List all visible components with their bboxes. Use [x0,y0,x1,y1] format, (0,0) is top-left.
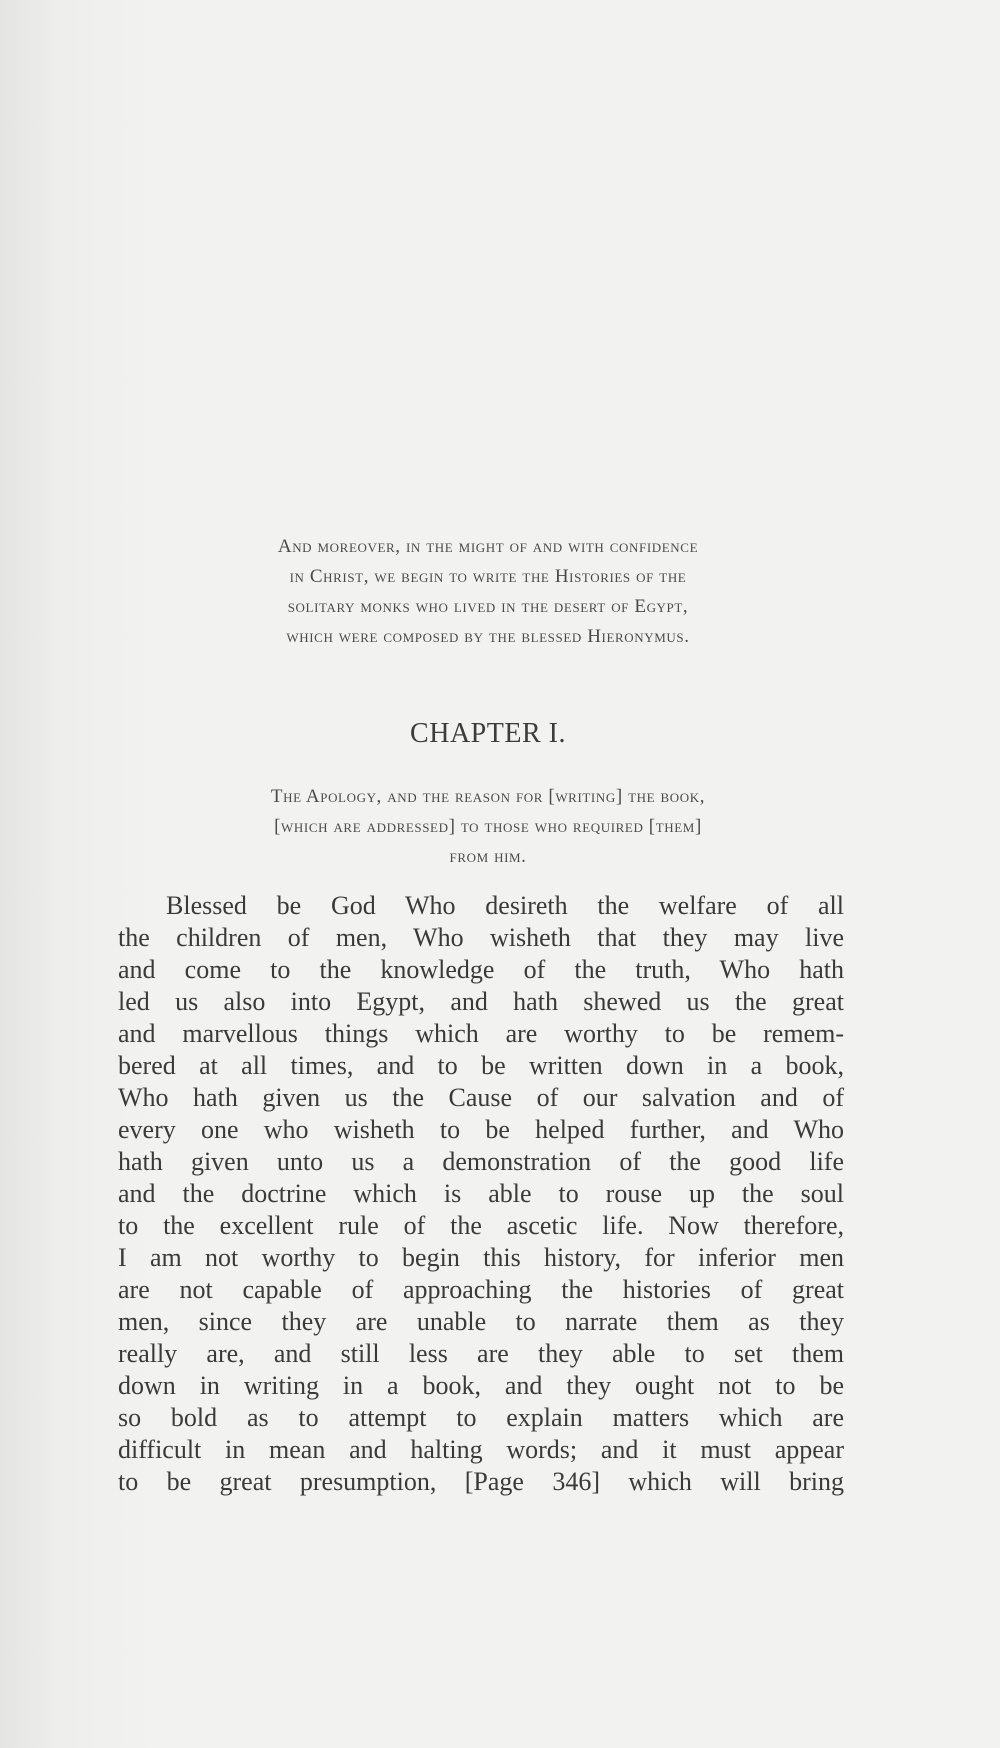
body-line: Blessed be God Who desireth the welfare of all [166,891,844,920]
body-line: Who hath given us the Cause of our salvation and of [118,1083,844,1112]
body-line: so bold as to attempt to explain matters which are [118,1403,844,1432]
intro-line: And moreover, in the might of and with confidence [277,536,699,557]
intro-line: which were composed by the blessed Hieronymus. [286,626,690,647]
body-paragraph [118,890,844,1498]
body-line: and come to the knowledge of the truth, Who hath [118,955,844,984]
body-line: really are, and still less are they able to set them [118,1339,844,1368]
body-line: I am not worthy to begin this history, for inferior men [118,1243,844,1272]
body-line: bered at all times, and to be written down in a book, [118,1051,844,1080]
body-line: difficult in mean and halting words; and it must appear [118,1435,844,1464]
body-line: every one who wisheth to be helped further, and Who [118,1115,844,1144]
body-line: hath given unto us a demonstration of the good life [118,1147,844,1176]
chapter-subtitle [128,782,848,872]
body-line: the children of men, Who wisheth that they may live [118,923,844,952]
body-line: and the doctrine which is able to rouse up the soul [118,1179,844,1208]
body-line: down in writing in a book, and they ought not to be [118,1371,844,1400]
intro-heading [128,532,848,652]
subtitle-line: [which are addressed] to those who required [them] [274,816,702,837]
intro-line: solitary monks who lived in the desert of Egypt, [287,596,689,617]
body-line: and marvellous things which are worthy to be remem- [118,1019,844,1048]
body-line: led us also into Egypt, and hath shewed us the great [118,987,844,1016]
intro-line: in Christ, we begin to write the Histories of the [289,566,687,587]
subtitle-line: from him. [449,846,527,867]
body-line: to the excellent rule of the ascetic life. Now therefore, [118,1211,844,1240]
body-line: are not capable of approaching the histories of great [118,1275,844,1304]
body-line: men, since they are unable to narrate them as they [118,1307,844,1336]
chapter-heading: CHAPTER I. [410,718,566,749]
body-line: to be great presumption, [Page 346] which will bring [118,1467,844,1496]
subtitle-line: The Apology, and the reason for [writing] the book, [270,786,706,807]
